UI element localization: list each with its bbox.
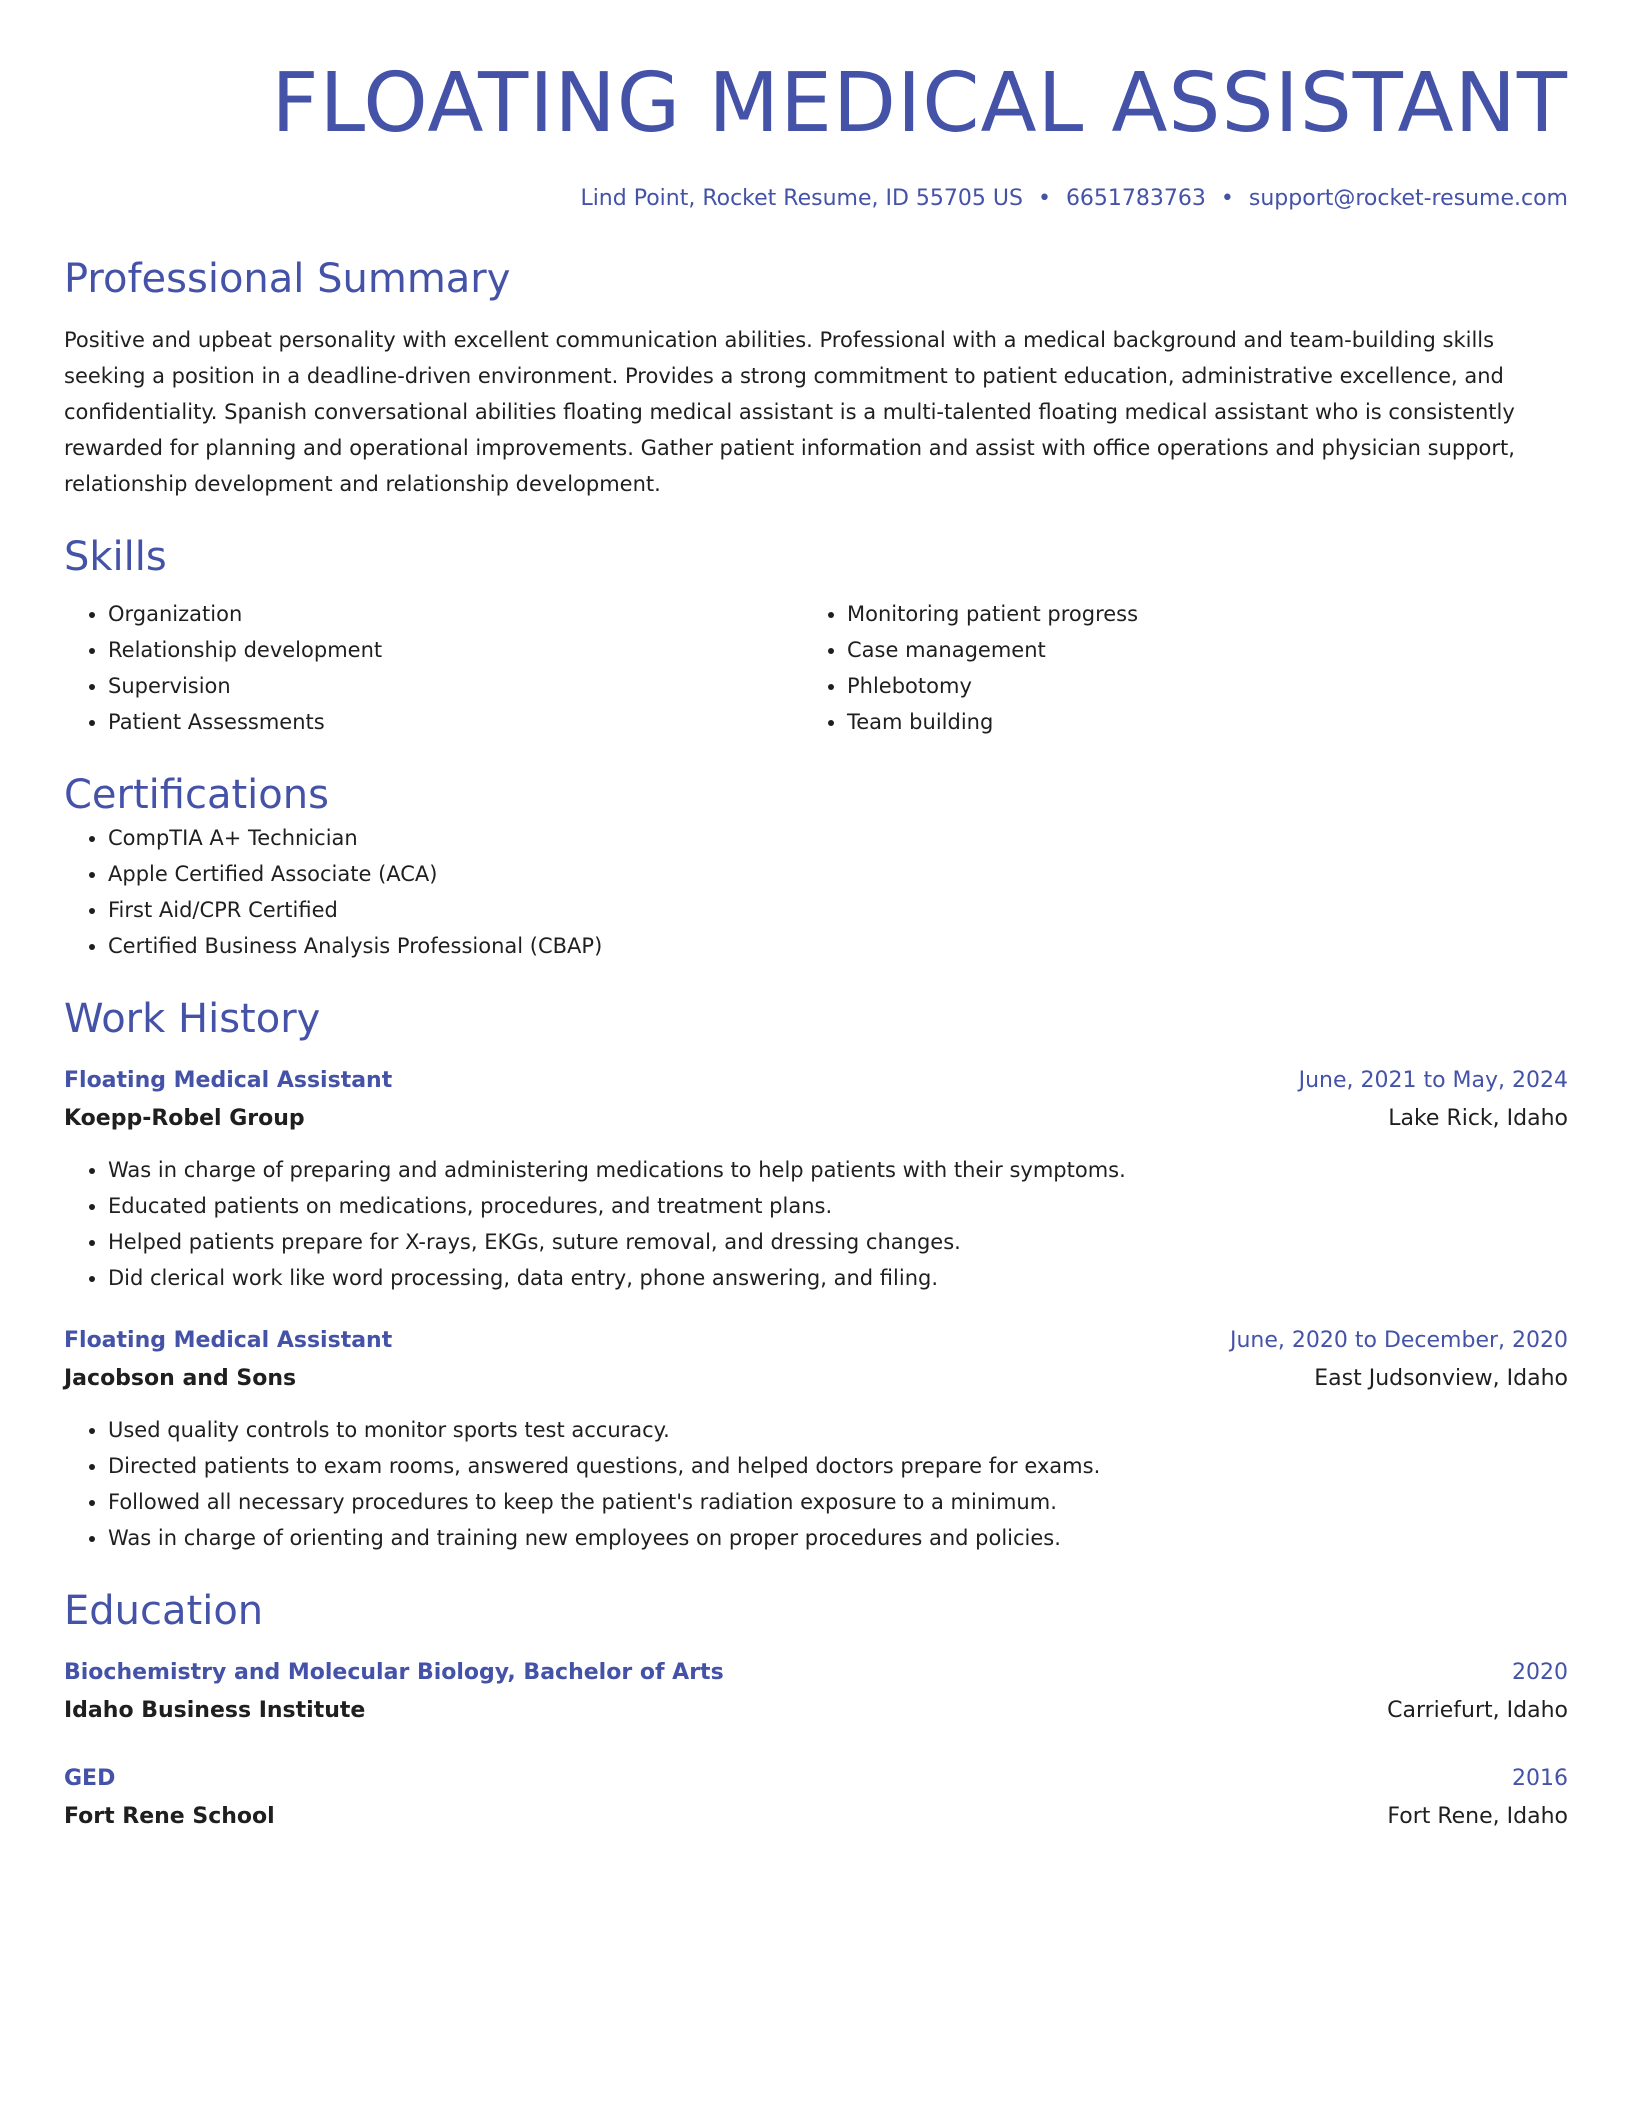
skill-item: • Patient Assessments — [108, 704, 803, 740]
job-dates: June, 2021 to May, 2024 — [1298, 1068, 1568, 1093]
contact-phone: 6651783763 — [1065, 186, 1206, 211]
summary-heading: Professional Summary — [64, 256, 511, 302]
job-bullet: • Was in charge of orienting and training new employees on proper procedures and policies. — [108, 1520, 1568, 1556]
certifications-section — [64, 770, 1568, 964]
skill-item: • Team building — [847, 704, 1568, 740]
education-degree-row — [64, 1654, 1568, 1692]
contact-separator: • — [1220, 186, 1234, 211]
certification-item: • CompTIA A+ Technician — [108, 820, 1568, 856]
education-year: 2020 — [1512, 1660, 1568, 1685]
education-entry — [64, 1760, 1568, 1836]
skills-grid — [64, 596, 1568, 740]
job-entry — [64, 1062, 1568, 1296]
job-title-row — [64, 1062, 1568, 1100]
contact-address: Lind Point, Rocket Resume, ID 55705 US — [580, 186, 1023, 211]
skill-item: • Organization — [108, 596, 803, 632]
education-section — [64, 1586, 1568, 1836]
skills-section — [64, 532, 1568, 740]
job-company: Jacobson and Sons — [64, 1366, 297, 1391]
certifications-list — [64, 820, 1568, 964]
skill-item: • Supervision — [108, 668, 803, 704]
job-title: Floating Medical Assistant — [64, 1328, 393, 1353]
job-company-row — [64, 1360, 1568, 1398]
education-heading: Education — [64, 1588, 264, 1634]
education-school: Fort Rene School — [64, 1804, 275, 1829]
skills-heading: Skills — [64, 534, 167, 580]
resume-title: FLOATING MEDICAL ASSISTANT — [271, 56, 1568, 151]
contact-line — [64, 184, 1568, 214]
job-location: Lake Rick, Idaho — [1388, 1106, 1568, 1131]
certification-item: • Apple Certified Associate (ACA) — [108, 856, 1568, 892]
job-bullet: • Did clerical work like word processing, data entry, phone answering, and filing. — [108, 1260, 1568, 1296]
skill-item: • Case management — [847, 632, 1568, 668]
work-history-section — [64, 994, 1568, 1556]
education-year: 2016 — [1512, 1766, 1568, 1791]
skill-item: • Monitoring patient progress — [847, 596, 1568, 632]
education-location: Fort Rene, Idaho — [1387, 1804, 1568, 1829]
education-school-row — [64, 1692, 1568, 1730]
work-history-heading: Work History — [64, 996, 321, 1042]
job-company: Koepp-Robel Group — [64, 1106, 305, 1131]
job-company-row — [64, 1100, 1568, 1138]
education-school-row — [64, 1798, 1568, 1836]
summary-section — [64, 254, 1568, 502]
job-entry — [64, 1322, 1568, 1556]
education-location: Carriefurt, Idaho — [1387, 1698, 1568, 1723]
summary-text: Positive and upbeat personality with excellent communication abilities. Professional with a medical background and team-building skills seeking a position in a deadline-driven environment. Provides a strong commitment to patient education, administrative excellence, and confidentiality. Spanish conversational abilities floating medical assistant is a multi-talented floating medical assistant who is consistently rewarded for planning and operational improvements. Gather patient information and assist with office operations and physician support, relationship development and relationship development. — [64, 328, 1515, 496]
education-school: Idaho Business Institute — [64, 1698, 366, 1723]
contact-separator: • — [1037, 186, 1051, 211]
skills-list-right — [803, 596, 1568, 740]
job-dates: June, 2020 to December, 2020 — [1229, 1328, 1568, 1353]
job-bullet: • Followed all necessary procedures to keep the patient's radiation exposure to a minimum. — [108, 1484, 1568, 1520]
job-title: Floating Medical Assistant — [64, 1068, 393, 1093]
job-title-row — [64, 1322, 1568, 1360]
contact-email[interactable]: support@rocket-resume.com — [1248, 186, 1568, 211]
skill-item: • Relationship development — [108, 632, 803, 668]
education-degree: GED — [64, 1766, 116, 1791]
job-bullet: • Used quality controls to monitor sports test accuracy. — [108, 1412, 1568, 1448]
skill-item: • Phlebotomy — [847, 668, 1568, 704]
job-bullet: • Educated patients on medications, procedures, and treatment plans. — [108, 1188, 1568, 1224]
job-bullet: • Helped patients prepare for X-rays, EKGs, suture removal, and dressing changes. — [108, 1224, 1568, 1260]
skills-list-left — [64, 596, 803, 740]
education-entry — [64, 1654, 1568, 1730]
education-degree-row — [64, 1760, 1568, 1798]
job-location: East Judsonview, Idaho — [1314, 1366, 1568, 1391]
certifications-heading: Certifications — [64, 772, 329, 818]
education-degree: Biochemistry and Molecular Biology, Bachelor of Arts — [64, 1660, 724, 1685]
job-bullet: • Directed patients to exam rooms, answered questions, and helped doctors prepare for exams. — [108, 1448, 1568, 1484]
job-bullets — [64, 1412, 1568, 1556]
certification-item: • Certified Business Analysis Professional (CBAP) — [108, 928, 1568, 964]
job-bullets — [64, 1152, 1568, 1296]
certification-item: • First Aid/CPR Certified — [108, 892, 1568, 928]
job-bullet: • Was in charge of preparing and administering medications to help patients with their symptoms. — [108, 1152, 1568, 1188]
